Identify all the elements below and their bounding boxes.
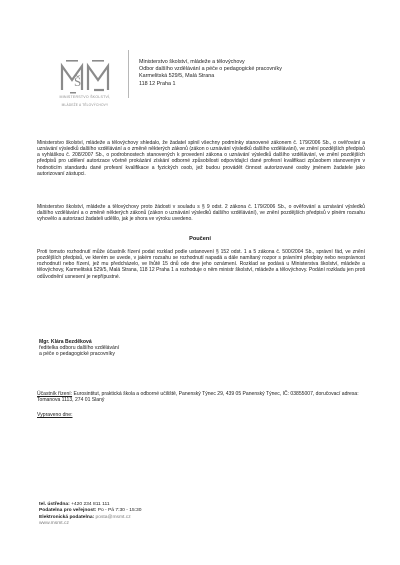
footer-email-link[interactable]: posta@msmt.cz: [95, 514, 131, 520]
participant-text: Eurosintitut, praktická škola a odborné učiliště, Panenský Týnec 29, 439 05 Panenský Týnec, IČ: 03855007, doručovací adresa: Tomanova 1113, 274 01 Slaný: [37, 391, 359, 404]
footer-hours-label: Podatelna pro veřejnost:: [39, 508, 97, 514]
logo-subcaption: MLÁDEŽE A TĚLOVÝCHOVY: [61, 103, 109, 107]
letterhead-line: Ministerstvo školství, mládeže a tělovýchovy: [139, 59, 245, 65]
ministry-logo: [42, 56, 126, 100]
logo-letter-s: Š: [74, 74, 82, 89]
letterhead-line: Karmelitská 529/5, Malá Strana: [139, 73, 215, 80]
letterhead-divider: [128, 50, 129, 98]
letterhead-line: 118 12 Praha 1: [139, 80, 176, 87]
footer-email-label: Elektronická podatelna:: [39, 514, 95, 520]
footer-web-link[interactable]: www.msmt.cz: [39, 520, 69, 526]
body-paragraph-1: Ministerstvo školství, mládeže a tělovýchovy shledalo, že žadatel splnil všechny podmínky stanovené zákonem č. 179/2006 Sb., o ověřování a uznávání výsledků dalšího vzdělávání a o změně některých zákonů (zákon o uznávání výsledků dalšího vzdělávání), ve znění pozdějších předpisů a vyhláškou č. 208/2007 Sb., o podrobnostech stanovených k provedení zákona o uznávání výsledků dalšího vzdělávání, ve znění pozdějších předpisů pro udělení autorizace včetně prokázání získání odborné způsobilosti odpovídající dané profesní kvalifikaci způsobem stanoveným v hodnoticím standardu dané profesní kvalifikace a fyzických osob, jež budou provádět činnost autorizované osoby jménem žadatele jako autorizovaní zástupci.: [37, 140, 365, 177]
signatory-name: Mgr. Klára Bezděková: [39, 339, 92, 345]
footer-email-line: [39, 515, 141, 521]
participant-label: Účastník řízení:: [37, 391, 73, 397]
letterhead-line: Odbor dalšího vzdělávání a péče o pedagogické pracovníky: [139, 66, 282, 73]
dispatched-label: Vypraveno dne:: [37, 412, 73, 418]
letterhead-address: [139, 59, 282, 88]
msmt-logo-icon: [42, 56, 126, 100]
body-paragraph-3: Proti tomuto rozhodnutí může účastník řízení podat rozklad podle ustanovení § 152 odst. 1 a 5 zákona č. 500/2004 Sb., správní řád, ve znění pozdějších předpisů, ve kterém se uvede, v jakém rozsahu se rozhodnutí napadá a dále namítaný rozpor s právními předpisy nebo nesprávnost rozhodnutí nebo řízení, jež mu předcházelo, ve lhůtě 15 dnů ode dne jeho oznámení. Rozklad se podává u Ministerstva školství, mládeže a tělovýchovy, Karmelitská 529/5, Malá Strana, 118 12 Praha 1 a rozhoduje o něm ministr školství, mládeže a tělovýchovy. Podání rozkladu jen proti odůvodnění usnesení je nepřípustné.: [37, 249, 365, 280]
footer-phone-label: tel. ústředna:: [39, 502, 70, 507]
footer-hours: Po - Pá 7:30 - 15:30: [97, 508, 142, 514]
logo-caption: MINISTERSTVO ŠKOLSTVÍ,: [59, 95, 111, 99]
body-paragraph-2: Ministerstvo školství, mládeže a tělovýchovy proto žádosti v souladu s § 9 odst. 2 zákona č. 179/2006 Sb., o ověřování a uznávání výsledků dalšího vzdělávání a o změně některých zákonů (zákon o uznávání výsledků dalšího vzdělávání), ve znění pozdějších předpisů v plném rozsahu vyhovělo a autorizaci žadateli udělilo, jak je shora ve výroku uvedeno.: [37, 204, 365, 223]
participant-block: [37, 391, 365, 403]
instruction-heading: Poučení: [189, 236, 211, 242]
signatory-role: a péče o pedagogické pracovníky: [39, 351, 115, 358]
contact-footer: [39, 502, 141, 527]
signatory-role: ředitelka odboru dalšího vzdělávání: [39, 345, 120, 352]
footer-phone: +420 234 811 111: [71, 502, 110, 507]
signature-block: [39, 339, 119, 358]
